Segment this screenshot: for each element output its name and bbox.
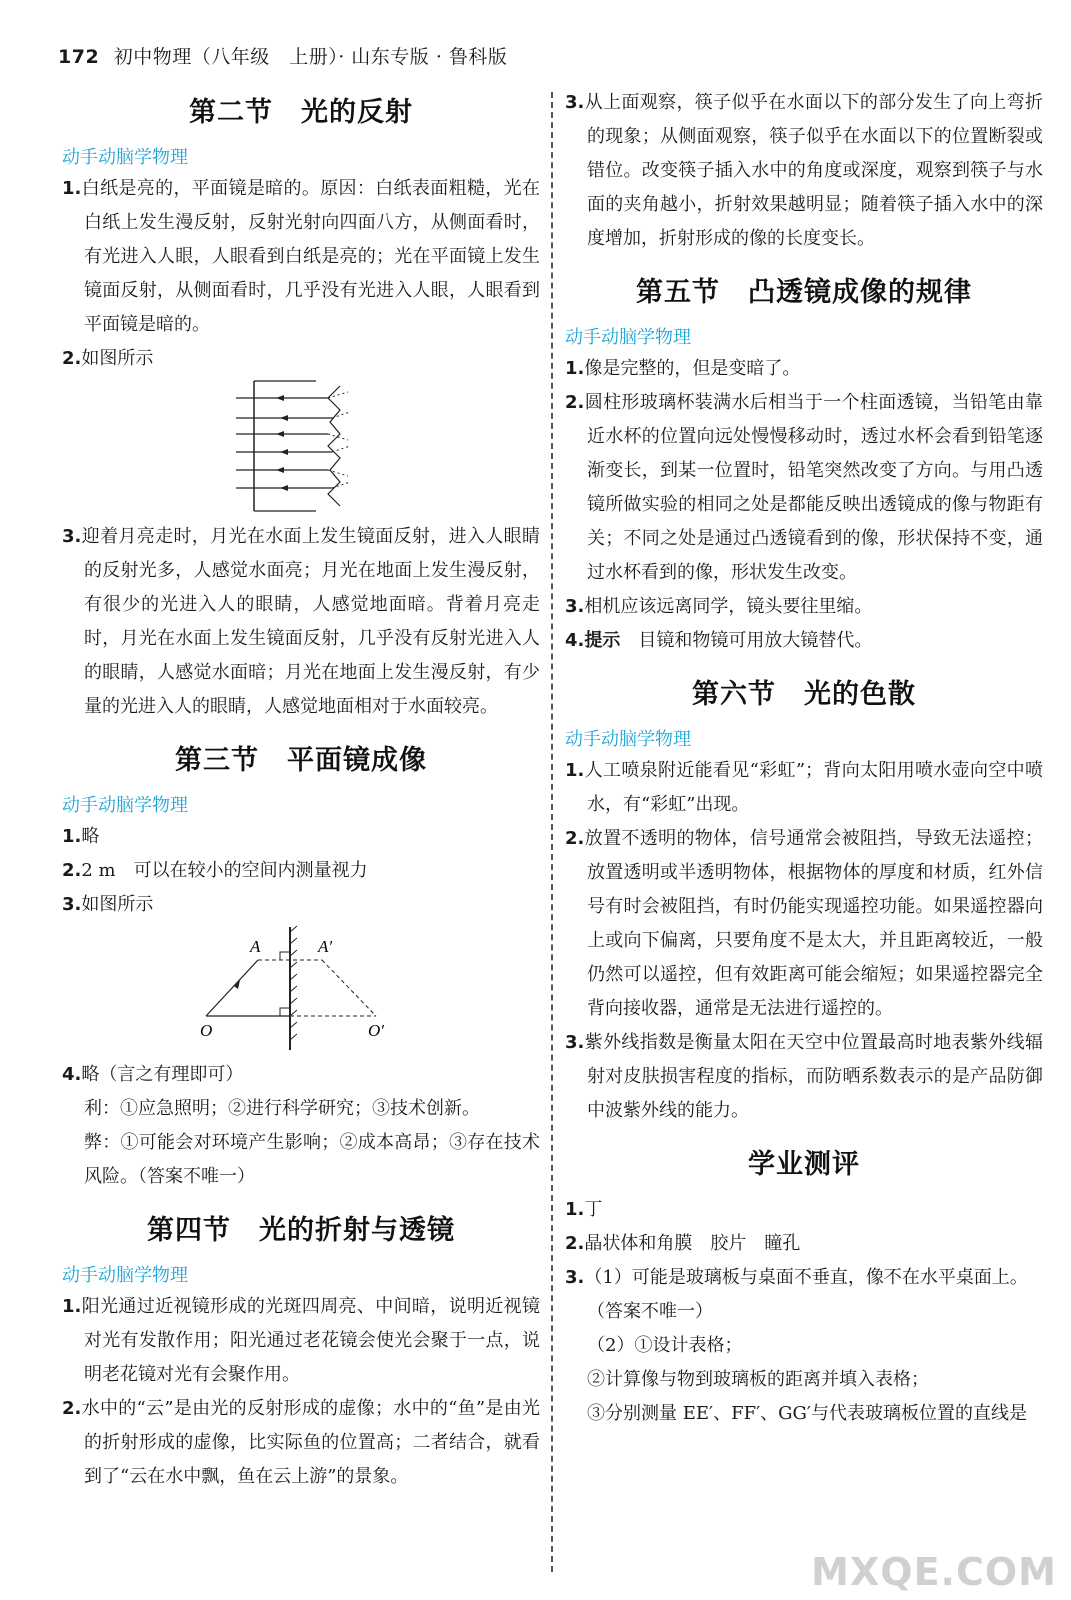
subheading: 动手动脑学物理	[62, 1265, 188, 1286]
answer-line: （2）①设计表格；	[587, 1335, 743, 1356]
answer-item: 3.如图所示	[62, 894, 154, 915]
answer-line: 弊：①可能会对环境产生影响；②成本高昂；③存在技术风险。（答案不唯一）	[84, 1132, 540, 1187]
section-title-6: 第六节 光的色散	[692, 679, 916, 710]
subheading: 动手动脑学物理	[565, 729, 691, 750]
section-title-5: 第五节 凸透镜成像的规律	[636, 277, 972, 308]
plane-mirror-diagram	[200, 922, 400, 1054]
section-title-3: 第三节 平面镜成像	[175, 745, 427, 776]
answer-item: 3.紫外线指数是衡量太阳在天空中位置最高时地表紫外线辐射对皮肤损害程度的指标，而防晒系数表示的是产品防御中波紫外线的能力。	[565, 1032, 1043, 1121]
subheading: 动手动脑学物理	[565, 327, 691, 348]
answer-line: ③分别测量 EE′、FF′、GG′与代表玻璃板位置的直线是	[587, 1403, 1027, 1424]
answer-item: 4.略（言之有理即可）	[62, 1064, 244, 1085]
answer-line: 利：①应急照明；②进行科学研究；③技术创新。	[84, 1098, 480, 1119]
answer-item: 2.晶状体和角膜 胶片 瞳孔	[565, 1233, 801, 1254]
answer-item: 2.2 m 可以在较小的空间内测量视力	[62, 860, 368, 881]
label-a: A	[250, 937, 261, 956]
answer-item: 1.像是完整的，但是变暗了。	[565, 358, 801, 379]
watermark: MXQE.COM	[811, 1550, 1057, 1594]
answer-item: 2.如图所示	[62, 348, 154, 369]
answer-item: 4.提示 目镜和物镜可用放大镜替代。	[565, 630, 873, 651]
label-o: O	[200, 1021, 213, 1040]
answer-item: 1.人工喷泉附近能看见“彩虹”；背向太阳用喷水壶向空中喷水，有“彩虹”出现。	[565, 760, 1043, 815]
section-title-eval: 学业测评	[748, 1149, 860, 1180]
answer-line: （答案不唯一）	[587, 1301, 713, 1322]
answer-item: 1.阳光通过近视镜形成的光斑四周亮、中间暗，说明近视镜对光有发散作用；阳光通过老花镜会使光会聚于一点，说明老花镜对光有会聚作用。	[62, 1296, 540, 1385]
answer-item: 2.水中的“云”是由光的反射形成的虚像；水中的“鱼”是由光的折射形成的虚像，比实际鱼的位置高；二者结合，就看到了“云在水中飘，鱼在云上游”的景象。	[62, 1398, 540, 1487]
label-o-prime: O′	[368, 1021, 384, 1040]
subheading: 动手动脑学物理	[62, 147, 188, 168]
page-header	[58, 42, 507, 69]
reflection-diagram	[236, 376, 366, 516]
subheading: 动手动脑学物理	[62, 795, 188, 816]
right-column	[565, 86, 1043, 1431]
answer-item: 1.略	[62, 826, 100, 847]
column-divider	[551, 92, 553, 1572]
left-column	[62, 86, 540, 1494]
label-a-prime: A′	[318, 937, 333, 956]
section-title-2: 第二节 光的反射	[189, 97, 413, 128]
answer-item: 3.相机应该远离同学，镜头要往里缩。	[565, 596, 873, 617]
answer-item: 3.（1）可能是玻璃板与桌面不垂直，像不在水平桌面上。	[565, 1267, 1028, 1288]
answer-item: 2.放置不透明的物体，信号通常会被阻挡，导致无法遥控；放置透明或半透明物体，根据物体的厚度和材质，红外信号有时会被阻挡，有时仍能实现遥控功能。如果遥控器向上或向下偏离，只要角度不是太大，并且距离较近，一般仍然可以遥控，但有效距离可能会缩短；如果遥控器完全背向接收器，通常是无法进行遥控的。	[565, 828, 1043, 1019]
book-title: 初中物理（八年级 上册）· 山东专版 · 鲁科版	[113, 46, 508, 68]
answer-item: 1.白纸是亮的，平面镜是暗的。原因：白纸表面粗糙，光在白纸上发生漫反射，反射光射向四面八方，从侧面看时，有光进入人眼，人眼看到白纸是亮的；光在平面镜上发生镜面反射，从侧面看时，几乎没有光进入人眼，人眼看到平面镜是暗的。	[62, 178, 540, 335]
answer-item: 2.圆柱形玻璃杯装满水后相当于一个柱面透镜，当铅笔由靠近水杯的位置向远处慢慢移动时，透过水杯会看到铅笔逐渐变长，到某一位置时，铅笔突然改变了方向。与用凸透镜所做实验的相同之处是都能反映出透镜成的像与物距有关；不同之处是通过凸透镜看到的像，形状保持不变，通过水杯看到的像，形状发生改变。	[565, 392, 1043, 583]
answer-line: ②计算像与物到玻璃板的距离并填入表格；	[587, 1369, 929, 1390]
hint-label: 提示	[584, 630, 621, 651]
answer-item: 1.丁	[565, 1199, 603, 1220]
answer-item: 3.迎着月亮走时，月光在水面上发生镜面反射，进入人眼睛的反射光多，人感觉水面亮；月光在地面上发生漫反射，有很少的光进入人的眼睛，人感觉地面暗。背着月亮走时，月光在水面上发生镜面反射，几乎没有反射光进入人的眼睛，人感觉水面暗；月光在地面上发生漫反射，有少量的光进入人的眼睛，人感觉地面相对于水面较亮。	[62, 526, 540, 717]
section-title-4: 第四节 光的折射与透镜	[147, 1215, 455, 1246]
page-number: 172	[58, 46, 100, 68]
answer-item: 3.从上面观察，筷子似乎在水面以下的部分发生了向上弯折的现象；从侧面观察，筷子似乎在水面以下的位置断裂或错位。改变筷子插入水中的角度或深度，观察到筷子与水面的夹角越小，折射效果越明显；随着筷子插入水中的深度增加，折射形成的像的长度变长。	[565, 92, 1043, 249]
